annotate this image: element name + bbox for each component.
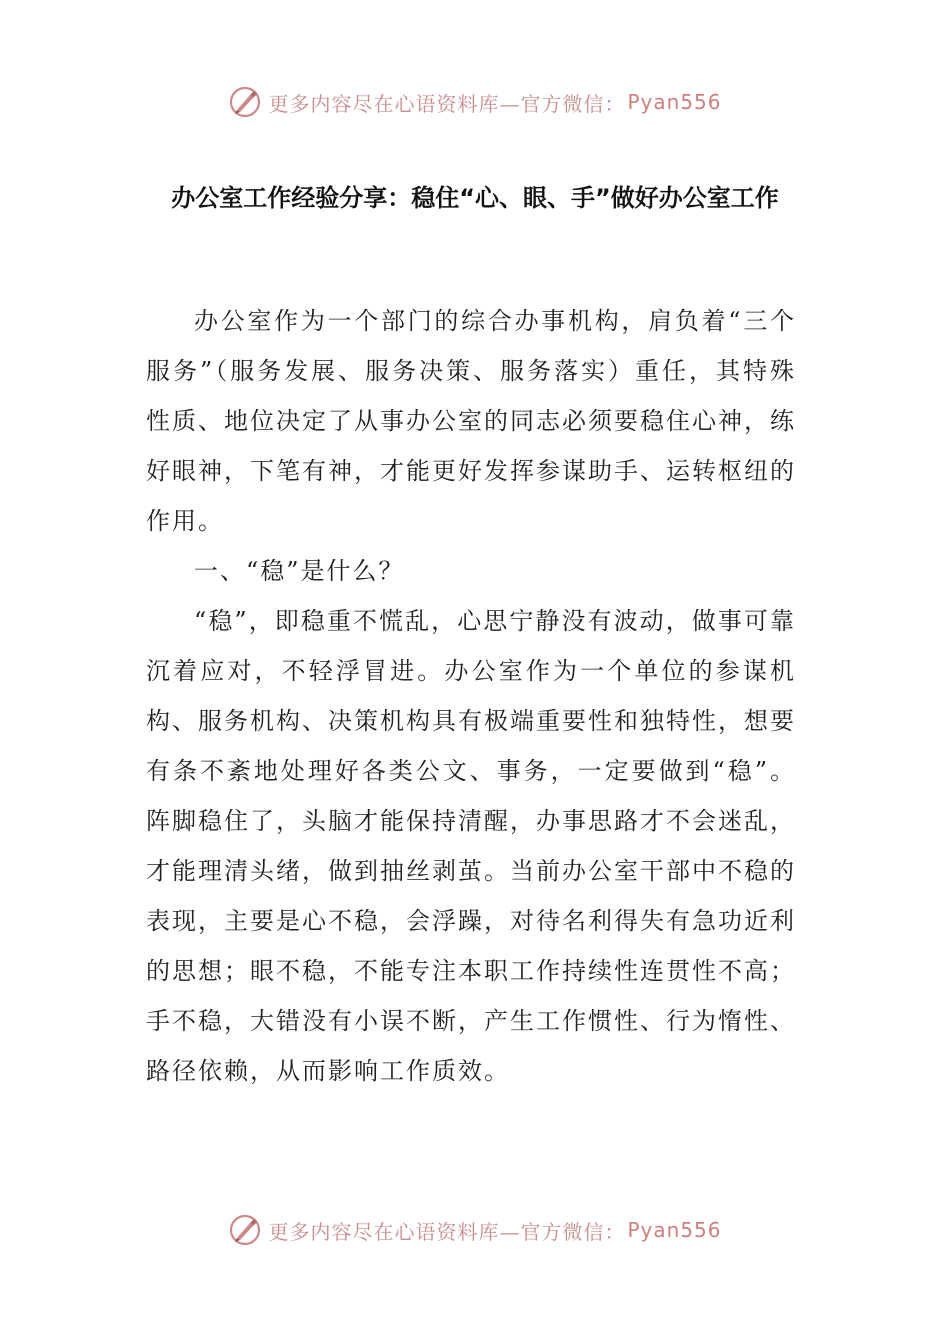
- document-body: [146, 296, 796, 1096]
- watermark-text: 更多内容尽在心语资料库—官方微信：: [268, 91, 626, 116]
- body-paragraph: “稳”，即稳重不慌乱，心思宁静没有波动，做事可靠沉着应对，不轻浮冒进。办公室作为一个单位的参谋机构、服务机构、决策机构具有极端重要性和独特性，想要有条不紊地处理好各类公文、事务，一定要做到“稳”。阵脚稳住了，头脑才能保持清醒，办事思路才不会迷乱，才能理清头绪，做到抽丝剥茧。当前办公室干部中不稳的表现，主要是心不稳，会浮躁，对待名利得失有急功近利的思想；眼不稳，不能专注本职工作持续性连贯性不高；手不稳，大错没有小误不断，产生工作惯性、行为惰性、路径依赖，从而影响工作质效。: [146, 607, 796, 1085]
- document-title: 办公室工作经验分享：稳住“心、眼、手”做好办公室工作: [171, 184, 779, 212]
- pen-logo-icon: [228, 1213, 262, 1247]
- header-watermark: [0, 82, 950, 122]
- watermark-wechat-id: Pyan556: [627, 1218, 722, 1242]
- watermark-wechat-id: Pyan556: [627, 90, 722, 114]
- footer-watermark: [0, 1210, 950, 1250]
- pen-logo-icon: [228, 85, 262, 119]
- intro-paragraph: 办公室作为一个部门的综合办事机构，肩负着“三个服务”（服务发展、服务决策、服务落实）重任，其特殊性质、地位决定了从事办公室的同志必须要稳住心神，练好眼神，下笔有神，才能更好发挥参谋助手、运转枢纽的作用。: [146, 307, 796, 535]
- section-heading: 一、“稳”是什么？: [194, 557, 405, 585]
- watermark-text: 更多内容尽在心语资料库—官方微信：: [268, 1219, 626, 1244]
